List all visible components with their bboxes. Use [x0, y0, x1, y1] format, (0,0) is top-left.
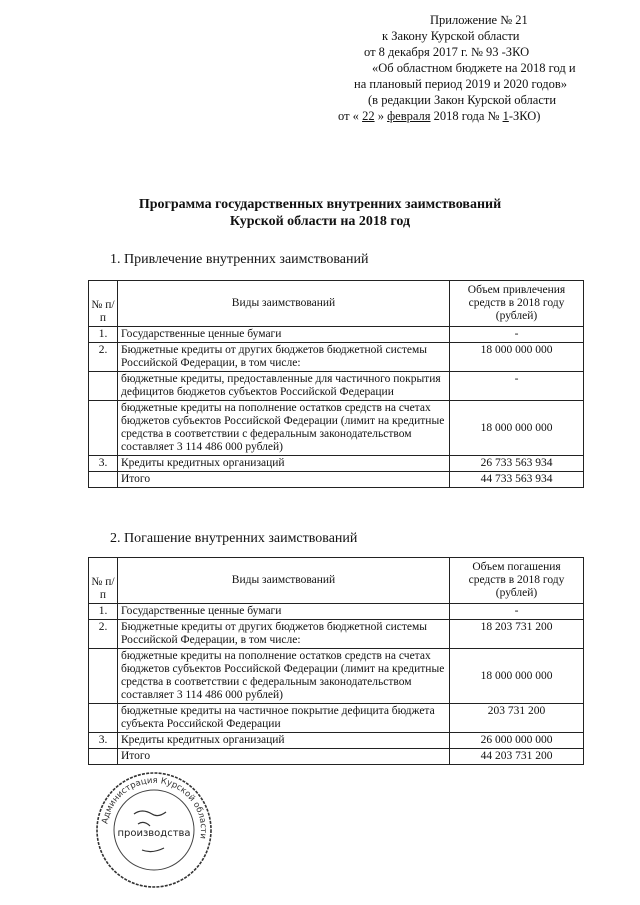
- revision-month: февраля: [387, 109, 431, 123]
- table-row: бюджетные кредиты на пополнение остатков средств на счетах бюджетов субъектов Российской Федерации (лимит на кредитные средства в соответствии с федеральным законодательством составляет 3 114 486 000 рублей) 18 000 000 000: [89, 649, 584, 704]
- table-total-row: Итого 44 203 731 200: [89, 749, 584, 765]
- appendix-header: [330, 12, 630, 124]
- table-row: 1. Государственные ценные бумаги -: [89, 604, 584, 620]
- header-kind: Виды заимствований: [118, 281, 450, 327]
- appendix-number: Приложение № 21: [430, 13, 528, 27]
- header-amount: Объем погашения средств в 2018 году (рублей): [450, 558, 584, 604]
- table-total-row: Итого 44 733 563 934: [89, 472, 584, 488]
- appendix-law-date: от 8 декабря 2017 г. № 93 -ЗКО: [364, 45, 530, 59]
- document-title: Программа государственных внутренних заимствований Курской области на 2018 год: [138, 197, 502, 229]
- stamp-ring-text: Администрация Курской области: [100, 775, 209, 840]
- header-amount: Объем привлечения средств в 2018 году (рублей): [450, 281, 584, 327]
- appendix-law-title-1: «Об областном бюджете на 2018 год и: [372, 61, 576, 75]
- table-row: бюджетные кредиты, предоставленные для частичного покрытия дефицитов бюджетов субъектов Российской Федерации -: [89, 372, 584, 401]
- appendix-revision-date: от « 22 » февраля 2018 года № 1-ЗКО): [338, 109, 541, 123]
- table-header-row: [89, 281, 584, 327]
- section-1-heading: 1. Привлечение внутренних заимствований: [110, 252, 369, 267]
- official-stamp-seal: [94, 770, 214, 890]
- table-row: 2. Бюджетные кредиты от других бюджетов бюджетной системы Российской Федерации, в том числе: 18 000 000 000: [89, 343, 584, 372]
- revision-day: 22: [362, 109, 375, 123]
- table-row: 2. Бюджетные кредиты от других бюджетов бюджетной системы Российской Федерации, в том числе: 18 203 731 200: [89, 620, 584, 649]
- header-number: № п/п: [89, 281, 118, 327]
- repayment-table: [88, 557, 584, 765]
- appendix-law: к Закону Курской области: [382, 29, 520, 43]
- table-row: 1. Государственные ценные бумаги -: [89, 327, 584, 343]
- revision-number: 1: [502, 109, 509, 123]
- section-2-heading: 2. Погашение внутренних заимствований: [110, 531, 358, 546]
- header-number: № п/п: [89, 558, 118, 604]
- table-header-row: [89, 558, 584, 604]
- stamp-center-text: производства: [117, 828, 191, 839]
- appendix-revision: (в редакции Закон Курской области: [368, 93, 557, 107]
- table-row: 3. Кредиты кредитных организаций 26 000 000 000: [89, 733, 584, 749]
- header-kind: Виды заимствований: [118, 558, 450, 604]
- appendix-law-title-2: на плановый период 2019 и 2020 годов»: [354, 77, 567, 91]
- table-row: бюджетные кредиты на пополнение остатков средств на счетах бюджетов субъектов Российской Федерации (лимит на кредитные средства в соответствии с федеральным законодательством составляет 3 114 486 000 рублей) 18 000 000 000: [89, 401, 584, 456]
- table-row: бюджетные кредиты на частичное покрытие дефицита бюджета субъекта Российской Федерации 203 731 200: [89, 704, 584, 733]
- borrowing-table: [88, 280, 584, 488]
- table-row: 3. Кредиты кредитных организаций 26 733 563 934: [89, 456, 584, 472]
